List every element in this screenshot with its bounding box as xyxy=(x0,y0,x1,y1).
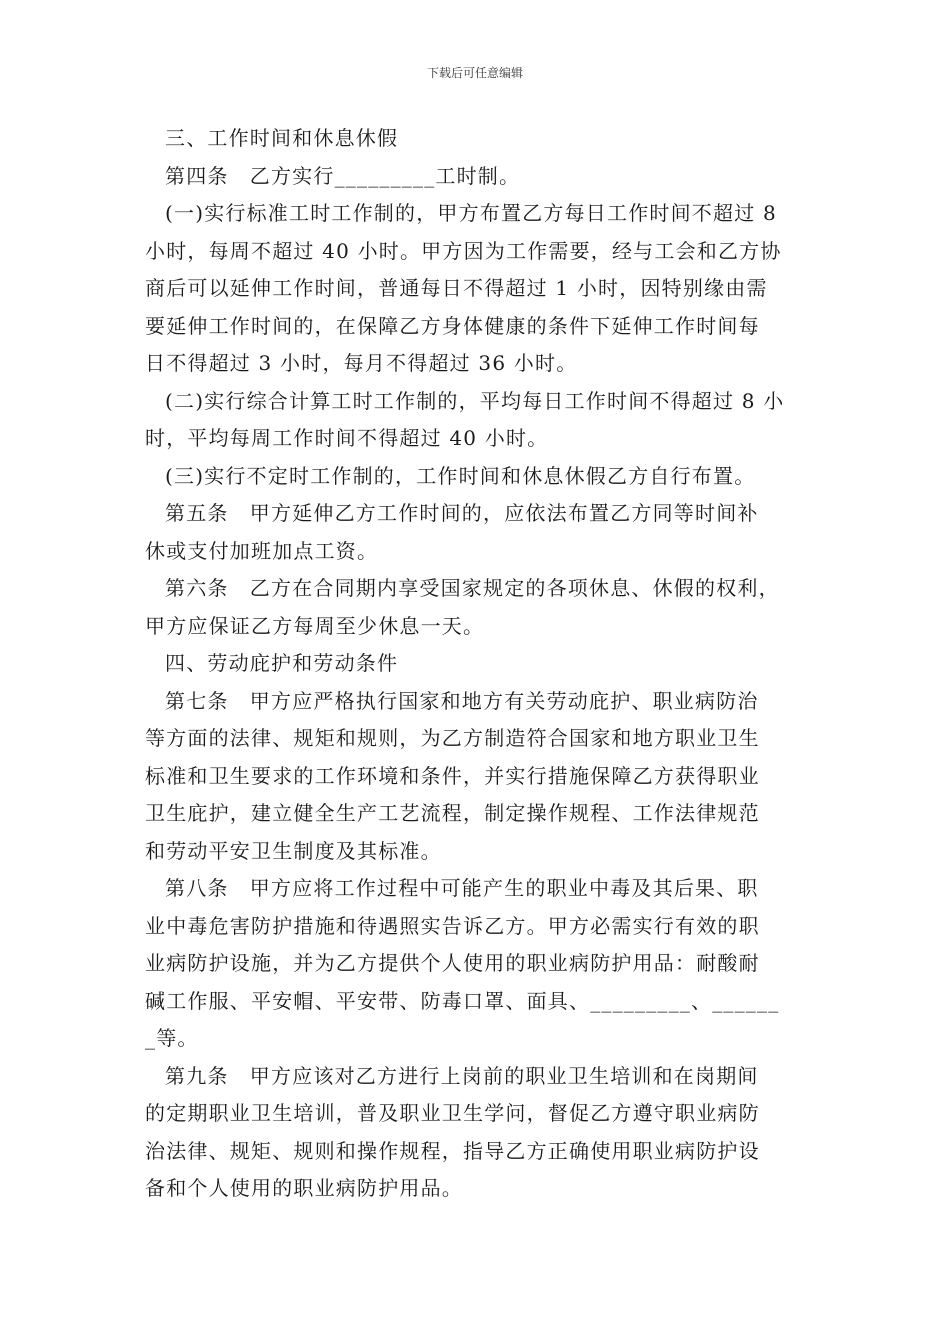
paragraph-line: 碱工作服、平安帽、平安带、防毒口罩、面具、_________、______ xyxy=(145,988,780,1013)
paragraph-line: 要延伸工作时间的，在保障乙方身体健康的条件下延伸工作时间每 xyxy=(145,313,760,338)
paragraph-line: 小时，每周不超过 40 小时。甲方因为工作需要，经与工会和乙方协 xyxy=(145,238,782,263)
paragraph-line: 第四条 乙方实行_________工时制。 xyxy=(165,163,521,188)
paragraph-line: 的定期职业卫生培训，普及职业卫生学问，督促乙方遵守职业病防 xyxy=(145,1101,760,1125)
paragraph-line: 业病防护设施，并为乙方提供个人使用的职业病防护用品：耐酸耐 xyxy=(145,951,760,975)
section-heading: 四、劳动庇护和劳动条件 xyxy=(165,651,399,675)
paragraph-line: (一)实行标准工时工作制的，甲方布置乙方每日工作时间不超过 8 xyxy=(165,201,777,225)
page-header: 下载后可任意编辑 xyxy=(426,66,523,80)
paragraph-line: 第七条 甲方应严格执行国家和地方有关劳动庇护、职业病防治 xyxy=(165,688,759,713)
paragraph-line: 时，平均每周工作时间不得超过 40 小时。 xyxy=(145,426,549,450)
paragraph-line: 备和个人使用的职业病防护用品。 xyxy=(145,1176,463,1200)
paragraph-line: (二)实行综合计算工时工作制的，平均每日工作时间不得超过 8 小 xyxy=(165,388,785,413)
paragraph-line: 业中毒危害防护措施和待遇照实告诉乙方。甲方必需实行有效的职 xyxy=(145,913,760,938)
paragraph-line: _等。 xyxy=(145,1026,199,1050)
paragraph-line: 治法律、规矩、规则和操作规程，指导乙方正确使用职业病防护设 xyxy=(145,1138,760,1163)
paragraph-line: 第九条 甲方应该对乙方进行上岗前的职业卫生培训和在岗期间 xyxy=(165,1063,759,1088)
paragraph-line: 卫生庇护，建立健全生产工艺流程，制定操作规程、工作法律规范 xyxy=(145,801,760,825)
paragraph-line: 日不得超过 3 小时，每月不得超过 36 小时。 xyxy=(145,351,578,375)
paragraph-line: 第五条 甲方延伸乙方工作时间的，应依法布置乙方同等时间补 xyxy=(165,501,759,525)
paragraph-line: 第六条 乙方在合同期内享受国家规定的各项休息、休假的权利， xyxy=(165,576,780,600)
paragraph-line: 商后可以延伸工作时间，普通每日不得超过 1 小时，因特别缘由需 xyxy=(145,276,768,300)
paragraph-line: (三)实行不定时工作制的，工作时间和休息休假乙方自行布置。 xyxy=(165,463,756,488)
paragraph-line: 第八条 甲方应将工作过程中可能产生的职业中毒及其后果、职 xyxy=(165,876,759,900)
section-heading: 三、工作时间和休息休假 xyxy=(165,126,399,150)
paragraph-line: 和劳动平安卫生制度及其标准。 xyxy=(145,838,442,863)
paragraph-line: 等方面的法律、规矩和规则，为乙方制造符合国家和地方职业卫生 xyxy=(145,726,760,750)
paragraph-line: 甲方应保证乙方每周至少休息一天。 xyxy=(145,613,485,638)
paragraph-line: 休或支付加班加点工资。 xyxy=(145,538,379,563)
paragraph-line: 标准和卫生要求的工作环境和条件，并实行措施保障乙方获得职业 xyxy=(145,763,760,788)
document-body xyxy=(145,120,825,1208)
